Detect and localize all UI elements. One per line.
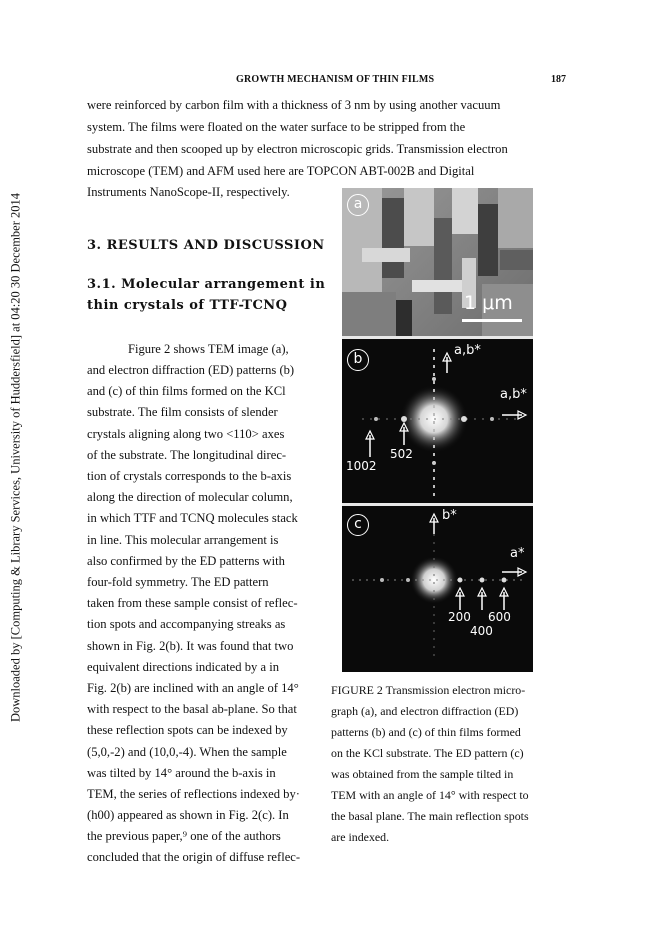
figure-2 [342, 188, 533, 672]
panel-c-right-axis-label: a* [510, 546, 525, 561]
caption-line: graph (a), and electron diffraction (ED) [331, 704, 519, 718]
body-line: with respect to the basal ab-plane. So that [87, 702, 297, 716]
intro-line: substrate and then scooped up by electron microscopic grids. Transmission electron [87, 142, 508, 156]
caption-line: FIGURE 2 Transmission electron micro- [331, 683, 526, 697]
spot-label-1002: 1002 [346, 459, 377, 473]
caption-line: are indexed. [331, 830, 390, 844]
body-line: of the substrate. The longitudinal direc- [87, 448, 287, 462]
body-line: Fig. 2(b) are inclined with an angle of 14° [87, 681, 299, 695]
body-line: equivalent directions indicated by a in [87, 660, 279, 674]
tem-micrograph-panel [342, 188, 533, 336]
panel-a-label: a [347, 194, 369, 216]
body-line: substrate. The film consists of slender [87, 405, 278, 419]
body-line: along the direction of molecular column, [87, 490, 293, 504]
body-line: in which TTF and TCNQ molecules stack [87, 511, 298, 525]
intro-line: microscope (TEM) and AFM used here are TOPCON ABT-002B and Digital [87, 164, 475, 178]
spot-label-502: 502 [390, 447, 413, 461]
section-heading: 3. RESULTS AND DISCUSSION [87, 238, 325, 253]
body-line: the previous paper,⁹ one of the authors [87, 829, 281, 843]
spot-label-600: 600 [488, 610, 511, 624]
body-line: concluded that the origin of diffuse reflec- [87, 850, 301, 864]
body-line: shown in Fig. 2(b). It was found that two [87, 639, 294, 653]
subsection-heading-line2: thin crystals of TTF-TCNQ [87, 298, 288, 313]
caption-line: on the KCl substrate. The ED pattern (c) [331, 746, 524, 760]
intro-line: system. The films were floated on the water surface to be stripped from the [87, 120, 466, 134]
scale-bar [462, 319, 522, 322]
panel-c-top-axis-label: b* [442, 508, 457, 523]
ed-pattern-c-panel [342, 506, 533, 672]
body-line: four-fold symmetry. The ED pattern [87, 575, 269, 589]
body-line: and electron diffraction (ED) patterns (b) [87, 363, 295, 377]
body-line: also confirmed by the ED patterns with [87, 554, 285, 568]
body-line: these reflection spots can be indexed by [87, 723, 288, 737]
intro-line: were reinforced by carbon film with a thickness of 3 nm by using another vacuum [87, 98, 501, 112]
body-line: was tilted by 14° around the b-axis in [87, 766, 276, 780]
body-line: crystals aligning along two <110> axes [87, 427, 285, 441]
intro-line: Instruments NanoScope-II, respectively. [87, 185, 290, 199]
ed-pattern-b-panel [342, 339, 533, 503]
download-notice [0, 150, 30, 790]
body-line: (h00) appeared as shown in Fig. 2(c). In [87, 808, 289, 822]
body-line: in line. This molecular arrangement is [87, 533, 279, 547]
caption-line: was obtained from the sample tilted in [331, 767, 514, 781]
body-line: tion of crystals corresponds to the b-axis [87, 469, 292, 483]
panel-b-top-axis-label: a,b* [454, 343, 481, 358]
body-line: Figure 2 shows TEM image (a), [128, 342, 289, 356]
body-line: taken from these sample consist of reflec- [87, 596, 298, 610]
body-line: TEM, the series of reflections indexed by· [87, 787, 300, 801]
caption-line: TEM with an angle of 14° with respect to [331, 788, 529, 802]
diffraction-pattern-b [342, 339, 533, 503]
panel-b-right-axis-label: a,b* [500, 387, 527, 402]
caption-line: the basal plane. The main reflection spots [331, 809, 529, 823]
running-header: GROWTH MECHANISM OF THIN FILMS [236, 74, 435, 85]
subsection-heading-line1: 3.1. Molecular arrangement in [87, 277, 326, 292]
scale-bar-label: 1 μm [464, 292, 513, 314]
diffraction-pattern-c [342, 506, 533, 672]
caption-line: patterns (b) and (c) of thin films formed [331, 725, 521, 739]
spot-label-200: 200 [448, 610, 471, 624]
panel-c-label: c [347, 514, 369, 536]
page-number: 187 [551, 74, 566, 85]
panel-b-label: b [347, 349, 369, 371]
body-line: tion spots and accompanying streaks as [87, 617, 286, 631]
spot-label-400: 400 [470, 624, 493, 638]
download-notice-text: Downloaded by [Computing & Library Services, University of Huddersfield] at 04:20 30 December 2014 [8, 192, 23, 723]
body-line: and (c) of thin films formed on the KCl [87, 384, 286, 398]
body-line: (5,0,-2) and (10,0,-4). When the sample [87, 745, 287, 759]
